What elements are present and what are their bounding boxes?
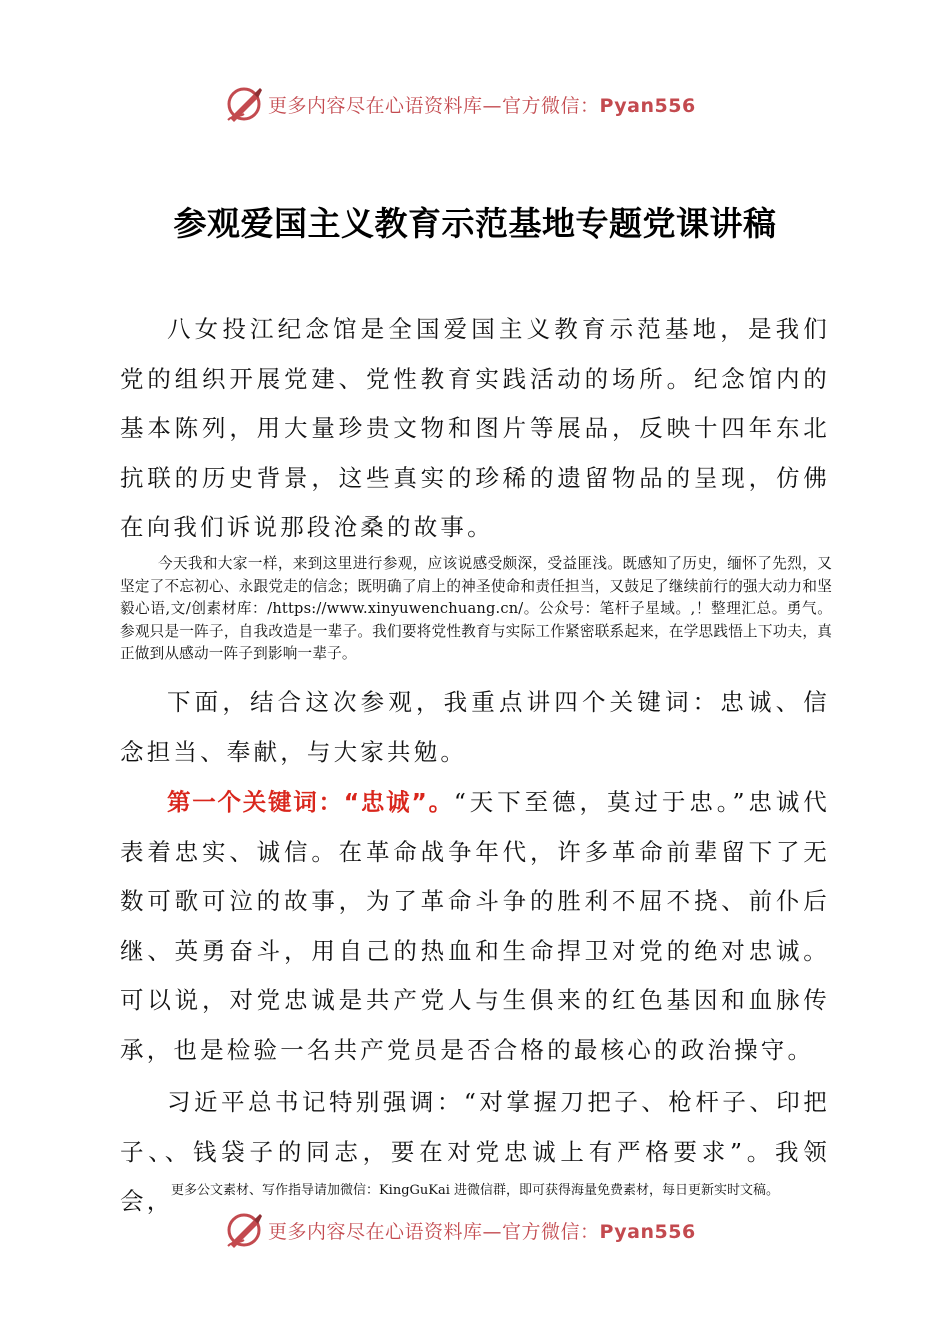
paragraph-small-print: 今天我和大家一样，来到这里进行参观，应该说感受颇深，受益匪浅。既感知了历史，缅怀了先烈，又坚定了不忘初心、永跟党走的信念；既明确了肩上的神圣使命和责任担当，又鼓足了继续前行的强大动力和坚毅心语,文/创素材库：/https://www.xinyuwenchuang.cn/。公众号：笔杆子星域。,！整理汇总。勇气。参观只是一阵子，自我改造是一辈子。我们要将党性教育与实际工作紧密联系起来，在学思践悟上下功夫，真正做到从感动一阵子到影响一辈子。 xyxy=(120,555,832,662)
pen-logo-icon xyxy=(224,84,264,124)
loyalty-body: “天下至德，莫过于忠。”忠诚代表着忠实、诚信。在革命战争年代，许多革命前辈留下了无数可歌可泣的故事，为了革命斗争的胜利不屈不挠、前仆后继、英勇奋斗，用自己的热血和生命捍卫对党的绝对忠诚。可以说，对党忠诚是共产党人与生俱来的红色基因和血脉传承，也是检验一名共产党员是否合格的最核心的政治操守。 xyxy=(120,788,830,1064)
paragraph-intro: 八女投江纪念馆是全国爱国主义教育示范基地，是我们党的组织开展党建、党性教育实践活动的场所。纪念馆内的基本陈列，用大量珍贵文物和图片等展品，反映十四年东北抗联的历史背景，这些真实的珍稀的遗留物品的呈现，仿佛在向我们诉说那段沧桑的故事。 xyxy=(120,315,830,541)
paragraph-keywords: 下面，结合这次参观，我重点讲四个关键词：忠诚、信念担当、奉献，与大家共勉。 xyxy=(120,688,830,766)
footer-note: 更多公文素材、写作指导请加微信：KingGuKai 进微信群，即可获得海量免费素材，每日更新实时文稿。 xyxy=(170,1183,780,1198)
document-title: 参观爱国主义教育示范基地专题党课讲稿 xyxy=(173,204,777,243)
banner-text: 更多内容尽在心语资料库—官方微信：Pyan556 xyxy=(268,94,696,117)
paragraph-loyalty xyxy=(120,778,830,1075)
keyword-heading: 第一个关键词：“忠诚”。 xyxy=(167,788,454,816)
pen-logo-icon xyxy=(224,1210,264,1250)
footer-banner[interactable] xyxy=(224,1210,696,1250)
header-banner[interactable] xyxy=(224,84,696,124)
paragraph-quote: 习近平总书记特别强调：“对掌握刀把子、枪杆子、印把子、、钱袋子的同志，要在对党忠诚上有严格要求”。我领会， xyxy=(120,1088,830,1215)
banner-text: 更多内容尽在心语资料库—官方微信：Pyan556 xyxy=(268,1220,696,1243)
